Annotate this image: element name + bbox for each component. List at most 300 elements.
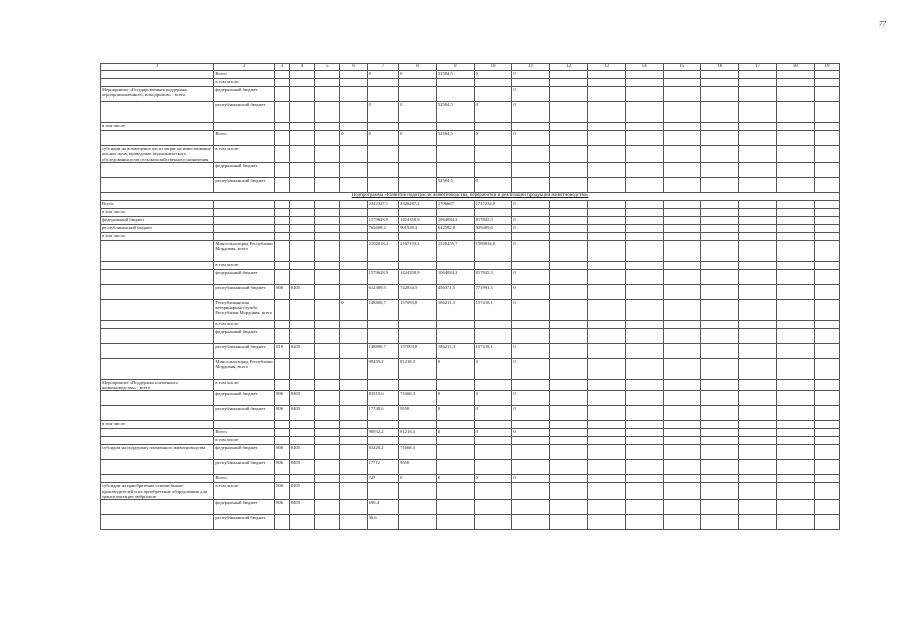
table-cell: 1747234,9 <box>474 200 512 208</box>
table-cell <box>101 328 214 343</box>
table-cell: 0 <box>512 216 550 224</box>
table-cell <box>289 299 314 320</box>
table-cell <box>776 200 814 208</box>
table-cell: 0 <box>474 358 512 379</box>
table-cell <box>512 79 550 87</box>
table-cell <box>340 200 367 208</box>
table-cell <box>550 379 588 391</box>
table-cell <box>550 87 588 102</box>
table-row <box>101 123 840 131</box>
table-cell <box>101 284 214 299</box>
table-cell <box>289 131 314 146</box>
table-cell <box>340 406 367 421</box>
table-cell <box>275 79 290 87</box>
table-cell <box>340 391 367 406</box>
table-row <box>101 429 840 437</box>
table-cell <box>340 261 367 269</box>
table-cell <box>275 146 290 163</box>
table-cell: в том числе: <box>101 123 214 131</box>
table-cell <box>340 320 367 328</box>
table-cell <box>512 146 550 163</box>
table-cell <box>315 269 340 284</box>
table-cell <box>587 429 625 437</box>
table-cell <box>663 224 701 232</box>
table-cell: 0 <box>512 71 550 79</box>
table-cell <box>776 379 814 391</box>
table-cell <box>474 445 512 460</box>
table-cell <box>814 102 839 123</box>
table-cell: федеральный бюджет <box>214 391 275 406</box>
table-row <box>101 406 840 421</box>
budget-table <box>100 63 840 530</box>
table-cell: 806 <box>275 483 290 500</box>
table-cell <box>214 224 275 232</box>
table-cell <box>315 299 340 320</box>
table-cell <box>550 216 588 224</box>
table-cell <box>101 437 214 445</box>
table-cell <box>512 379 550 391</box>
table-row <box>101 483 840 500</box>
table-cell <box>289 123 314 131</box>
table-cell <box>315 320 340 328</box>
table-cell <box>814 131 839 146</box>
table-cell <box>739 429 777 437</box>
table-cell <box>701 391 739 406</box>
table-cell <box>701 460 739 475</box>
table-cell <box>625 379 663 391</box>
header-cell: 9 <box>436 64 474 71</box>
table-cell <box>214 208 275 216</box>
table-cell <box>474 232 512 240</box>
table-cell <box>474 483 512 500</box>
table-cell <box>550 123 588 131</box>
table-cell <box>275 162 290 177</box>
table-cell <box>436 328 474 343</box>
header-cell: 17 <box>739 64 777 71</box>
table-cell <box>340 71 367 79</box>
table-cell <box>587 261 625 269</box>
table-cell <box>340 177 367 192</box>
table-cell: 81218,3 <box>399 429 437 437</box>
table-cell <box>289 429 314 437</box>
table-cell: 612389,5 <box>367 284 398 299</box>
table-cell: 771991,5 <box>474 284 512 299</box>
table-cell: 0405 <box>289 343 314 358</box>
table-cell <box>550 177 588 192</box>
table-cell <box>701 87 739 102</box>
table-cell <box>315 475 340 483</box>
table-cell <box>814 177 839 192</box>
table-cell <box>625 475 663 483</box>
table-cell <box>550 406 588 421</box>
table-cell <box>101 406 214 421</box>
section-row <box>101 192 840 200</box>
table-cell <box>587 284 625 299</box>
table-cell <box>739 216 777 224</box>
table-cell: 0 <box>367 71 398 79</box>
table-cell <box>739 200 777 208</box>
table-cell <box>315 515 340 530</box>
table-cell <box>214 232 275 240</box>
table-cell <box>340 358 367 379</box>
table-cell <box>663 232 701 240</box>
table-cell <box>315 131 340 146</box>
table-cell <box>340 500 367 515</box>
table-cell <box>739 358 777 379</box>
table-cell <box>587 224 625 232</box>
table-cell <box>739 445 777 460</box>
table-cell <box>550 200 588 208</box>
table-cell <box>776 123 814 131</box>
table-cell <box>340 445 367 460</box>
table-cell <box>663 200 701 208</box>
table-cell <box>625 437 663 445</box>
table-cell <box>367 421 398 429</box>
table-cell <box>289 71 314 79</box>
table-cell: 0 <box>340 299 367 320</box>
table-cell <box>436 146 474 163</box>
table-cell <box>474 500 512 515</box>
table-cell <box>663 343 701 358</box>
table-row <box>101 177 840 192</box>
table-cell <box>739 500 777 515</box>
table-cell <box>315 343 340 358</box>
table-cell <box>367 177 398 192</box>
table-cell: 148806,7 <box>367 299 398 320</box>
table-cell <box>340 87 367 102</box>
table-cell <box>340 284 367 299</box>
table-cell: 762698,2 <box>367 224 398 232</box>
table-cell <box>625 102 663 123</box>
table-cell <box>625 240 663 261</box>
table-cell <box>776 87 814 102</box>
table-cell <box>550 429 588 437</box>
table-cell: в том числе: <box>214 437 275 445</box>
table-cell <box>587 177 625 192</box>
table-cell <box>587 391 625 406</box>
table-cell <box>399 500 437 515</box>
table-cell <box>550 79 588 87</box>
table-cell <box>663 391 701 406</box>
table-cell <box>436 483 474 500</box>
table-cell <box>814 146 839 163</box>
table-cell <box>399 177 437 192</box>
table-cell <box>814 208 839 216</box>
table-cell <box>289 421 314 429</box>
table-cell <box>739 391 777 406</box>
table-cell <box>315 208 340 216</box>
table-cell <box>367 208 398 216</box>
table-cell: 2342327,1 <box>367 200 398 208</box>
table-cell <box>315 500 340 515</box>
table-cell <box>776 358 814 379</box>
table-cell: республиканский бюджет <box>214 102 275 123</box>
table-cell <box>814 71 839 79</box>
table-cell <box>587 87 625 102</box>
table-cell <box>289 146 314 163</box>
table-cell <box>289 475 314 483</box>
table-cell <box>587 515 625 530</box>
table-cell <box>776 406 814 421</box>
table-cell <box>275 123 290 131</box>
table-cell <box>315 79 340 87</box>
table-cell: Всего <box>214 429 275 437</box>
table-cell <box>315 460 340 475</box>
table-cell <box>275 358 290 379</box>
table-cell: в том числе: <box>214 379 275 391</box>
table-cell <box>701 102 739 123</box>
table-cell <box>340 146 367 163</box>
table-cell <box>701 437 739 445</box>
table-cell: 0 <box>474 177 512 192</box>
table-cell: 2326287,2 <box>399 200 437 208</box>
table-cell <box>315 483 340 500</box>
table-cell <box>776 131 814 146</box>
table-cell <box>663 429 701 437</box>
table-cell <box>101 299 214 320</box>
table-cell: в том числе: <box>101 208 214 216</box>
table-cell: 0405 <box>289 483 314 500</box>
table-cell: 52584,5 <box>436 177 474 192</box>
table-cell <box>776 216 814 224</box>
table-cell: Всего: <box>101 200 214 208</box>
table-cell: 806 <box>275 500 290 515</box>
table-cell: 690,4 <box>367 500 398 515</box>
table-cell: федеральный бюджет <box>214 269 275 284</box>
table-cell <box>814 240 839 261</box>
table-cell: 727 <box>367 475 398 483</box>
table-cell <box>399 515 437 530</box>
table-cell <box>315 71 340 79</box>
table-cell <box>663 379 701 391</box>
table-cell <box>289 240 314 261</box>
table-row <box>101 475 840 483</box>
table-row <box>101 515 840 530</box>
table-cell: 36,6 <box>367 515 398 530</box>
table-cell <box>814 87 839 102</box>
table-cell <box>814 379 839 391</box>
table-cell <box>587 500 625 515</box>
table-cell: 0405 <box>289 460 314 475</box>
table-cell: 1579628,9 <box>367 216 398 224</box>
table-row <box>101 232 840 240</box>
table-cell <box>587 216 625 224</box>
table-cell: 742834,5 <box>399 284 437 299</box>
table-cell <box>512 320 550 328</box>
table-cell <box>739 131 777 146</box>
table-cell <box>289 216 314 224</box>
table-cell: 186211,3 <box>436 343 474 358</box>
table-cell <box>512 162 550 177</box>
table-cell: 0 <box>436 429 474 437</box>
table-cell <box>512 515 550 530</box>
table-cell <box>474 79 512 87</box>
table-cell <box>663 131 701 146</box>
table-cell <box>701 421 739 429</box>
table-cell <box>587 131 625 146</box>
table-cell <box>625 224 663 232</box>
table-cell: 806 <box>275 445 290 460</box>
table-cell <box>814 284 839 299</box>
table-cell <box>663 445 701 460</box>
table-cell <box>663 146 701 163</box>
header-cell: 19 <box>814 64 839 71</box>
table-cell <box>701 406 739 421</box>
table-cell <box>701 240 739 261</box>
table-cell <box>701 261 739 269</box>
table-cell <box>701 224 739 232</box>
table-row <box>101 146 840 163</box>
table-cell <box>739 284 777 299</box>
table-cell <box>275 131 290 146</box>
table-cell <box>776 240 814 261</box>
page-number: 77 <box>879 20 886 28</box>
header-cell: 14 <box>625 64 663 71</box>
table-cell: 642582,8 <box>436 224 474 232</box>
table-cell <box>663 162 701 177</box>
table-cell <box>814 123 839 131</box>
table-cell <box>701 429 739 437</box>
table-cell <box>289 232 314 240</box>
table-cell <box>663 421 701 429</box>
table-cell <box>625 320 663 328</box>
table-cell: 456371,5 <box>436 284 474 299</box>
table-cell: 0405 <box>289 284 314 299</box>
table-cell <box>814 500 839 515</box>
table-cell <box>663 216 701 224</box>
table-cell <box>625 391 663 406</box>
table-cell <box>739 437 777 445</box>
table-cell <box>739 162 777 177</box>
table-cell: 0 <box>436 475 474 483</box>
table-cell: 99459,2 <box>367 358 398 379</box>
table-cell: республиканский бюджет <box>214 177 275 192</box>
table-row <box>101 320 840 328</box>
table-cell: 806 <box>275 460 290 475</box>
table-cell <box>663 460 701 475</box>
table-cell <box>663 358 701 379</box>
table-cell <box>275 421 290 429</box>
table-cell <box>587 328 625 343</box>
table-cell <box>739 421 777 429</box>
table-cell <box>512 460 550 475</box>
table-cell <box>315 284 340 299</box>
table-cell <box>367 261 398 269</box>
table-cell <box>315 437 340 445</box>
table-cell <box>739 232 777 240</box>
table-cell <box>625 284 663 299</box>
table-cell <box>701 328 739 343</box>
table-cell <box>436 162 474 177</box>
table-cell <box>814 299 839 320</box>
table-cell: 0405 <box>289 445 314 460</box>
table-cell: 9550 <box>399 406 437 421</box>
table-cell <box>814 232 839 240</box>
table-cell <box>399 421 437 429</box>
table-cell: Мероприятие «Государственная поддержка агропромышленного, ипподромов» - всего: <box>101 87 214 102</box>
table-cell <box>776 146 814 163</box>
table-cell <box>101 79 214 87</box>
table-cell <box>275 200 290 208</box>
header-cell: 10 <box>474 64 512 71</box>
table-cell <box>625 515 663 530</box>
table-cell <box>512 232 550 240</box>
table-cell <box>587 146 625 163</box>
table-cell <box>814 515 839 530</box>
table-cell <box>625 500 663 515</box>
table-row <box>101 269 840 284</box>
table-cell: 0 <box>474 131 512 146</box>
table-cell <box>776 162 814 177</box>
table-cell <box>436 123 474 131</box>
table-cell <box>663 284 701 299</box>
table-cell: федеральный бюджет <box>214 162 275 177</box>
table-cell <box>739 343 777 358</box>
table-cell <box>315 177 340 192</box>
table-cell <box>814 445 839 460</box>
table-cell <box>436 320 474 328</box>
table-cell <box>587 379 625 391</box>
table-cell <box>399 87 437 102</box>
table-cell <box>776 460 814 475</box>
table-cell: 81218,3 <box>399 358 437 379</box>
table-cell <box>663 261 701 269</box>
table-cell: федеральный бюджет <box>214 328 275 343</box>
table-cell <box>550 500 588 515</box>
table-cell <box>289 358 314 379</box>
table-cell <box>814 320 839 328</box>
table-cell <box>739 224 777 232</box>
table-cell <box>701 131 739 146</box>
table-cell <box>275 429 290 437</box>
table-cell: 1424358,9 <box>399 216 437 224</box>
table-cell <box>550 71 588 79</box>
table-cell <box>315 123 340 131</box>
table-cell <box>663 102 701 123</box>
table-cell <box>512 437 550 445</box>
table-cell <box>275 299 290 320</box>
table-cell <box>275 224 290 232</box>
table-cell <box>550 437 588 445</box>
table-cell: республиканский бюджет <box>214 515 275 530</box>
table-cell <box>340 421 367 429</box>
table-cell <box>701 445 739 460</box>
table-cell: 0 <box>474 406 512 421</box>
table-cell <box>814 421 839 429</box>
table-cell <box>739 320 777 328</box>
table-cell <box>315 162 340 177</box>
table-cell: 148806,7 <box>367 343 398 358</box>
table-cell <box>474 379 512 391</box>
table-cell <box>340 269 367 284</box>
table-cell <box>340 437 367 445</box>
table-cell <box>367 232 398 240</box>
table-cell <box>550 162 588 177</box>
table-cell: федеральный бюджет <box>214 445 275 460</box>
table-cell <box>814 200 839 208</box>
table-cell: 0 <box>367 102 398 123</box>
table-cell: Всего <box>214 71 275 79</box>
table-cell <box>663 406 701 421</box>
table-cell: 186211,3 <box>436 299 474 320</box>
header-cell: 2 <box>214 64 275 71</box>
table-cell <box>436 421 474 429</box>
table-cell <box>101 240 214 261</box>
table-cell <box>587 240 625 261</box>
table-cell <box>340 483 367 500</box>
table-cell <box>701 123 739 131</box>
table-cell <box>474 515 512 530</box>
